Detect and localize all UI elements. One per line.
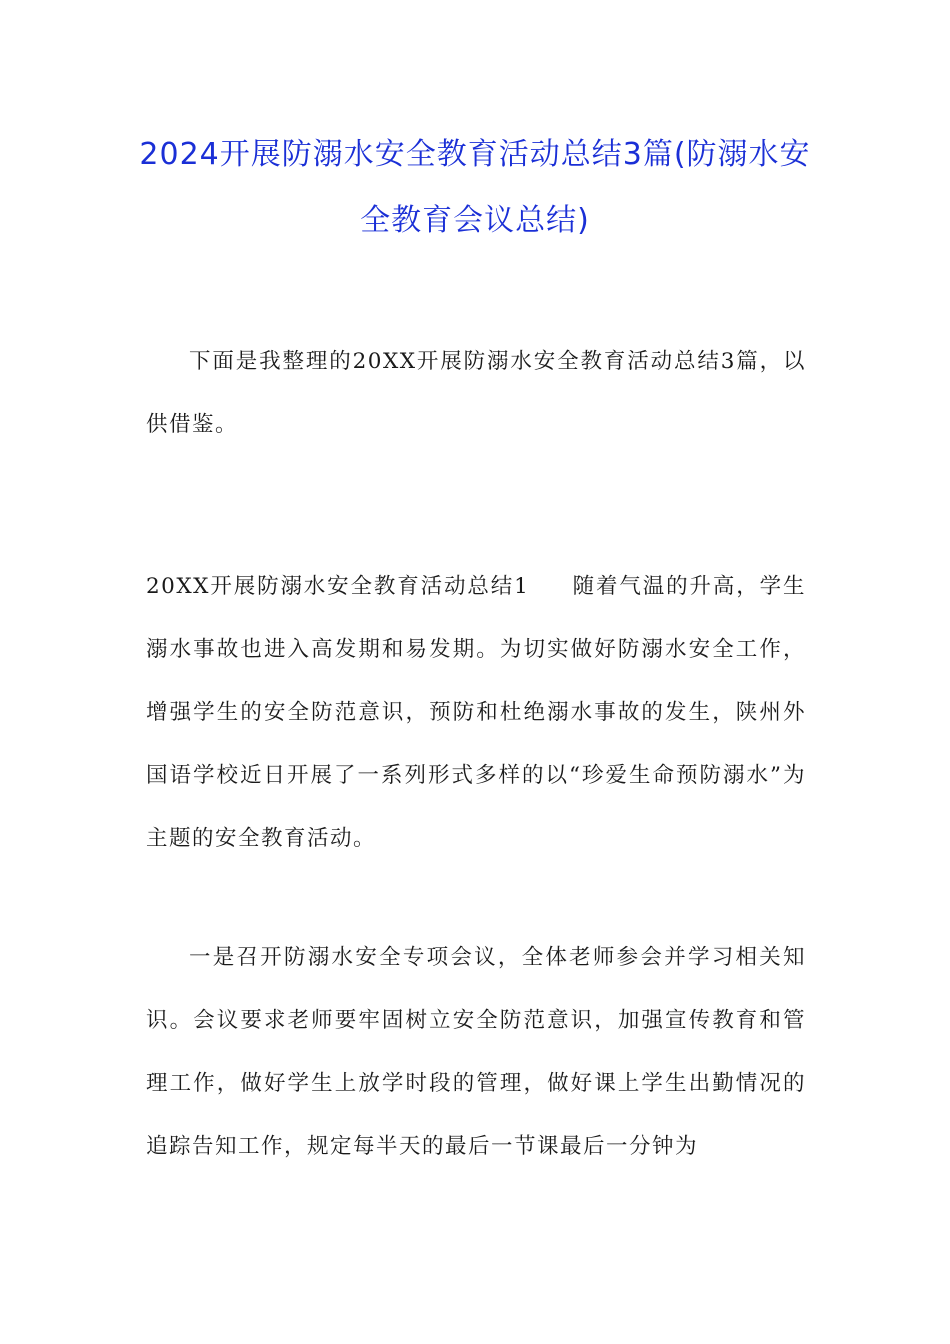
section-1-paragraph <box>146 555 806 870</box>
paragraph-2: 一是召开防溺水安全专项会议，全体老师参会并学习相关知识。会议要求老师要牢固树立安全防范意识，加强宣传教育和管理工作，做好学生上放学时段的管理，做好课上学生出勤情况的追踪告知工作，规定每半天的最后一节课最后一分钟为 <box>146 945 806 1159</box>
section-1-text: 随着气温的升高，学生溺水事故也进入高发期和易发期。为切实做好防溺水安全工作，增强学生的安全防范意识，预防和杜绝溺水事故的发生，陕州外国语学校近日开展了一系列形式多样的以“珍爱生命预防溺水”为主题的安全教育活动。 <box>146 574 806 851</box>
intro-paragraph: 下面是我整理的20XX开展防溺水安全教育活动总结3篇，以供借鉴。 <box>146 349 806 437</box>
document-title: 2024开展防溺水安全教育活动总结3篇(防溺水安全教育会议总结) <box>139 137 811 238</box>
section-1-heading: 20XX开展防溺水安全教育活动总结1 <box>146 574 530 599</box>
